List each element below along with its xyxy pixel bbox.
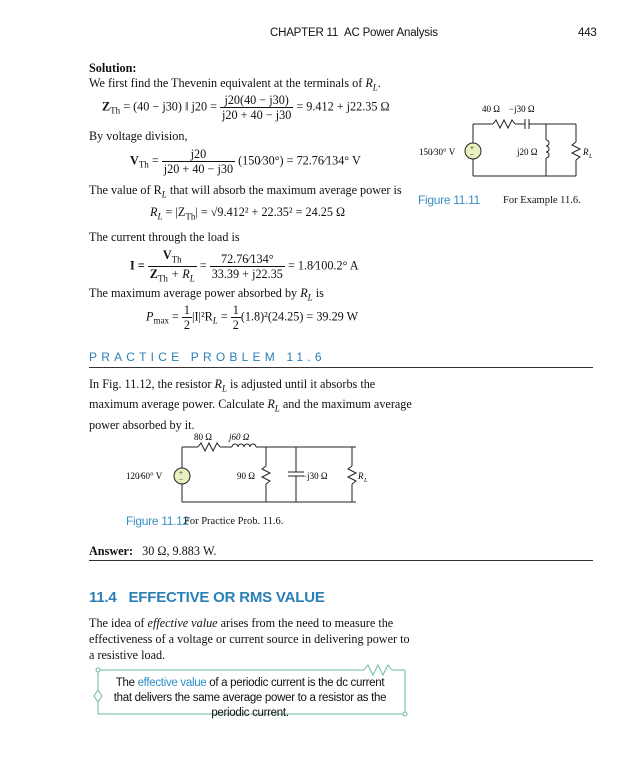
equation-vth: $V_{Th}$ = $\frac{j20}{j20 + 40 - j30}$ (150⁄30°) = 72.76⁄134° V <box>130 147 361 176</box>
svg-text:j60 Ω: j60 Ω <box>229 432 250 442</box>
equation-zth: $Z_{Th} = (40 - j30)$ ‖ j20 = $\frac{j20(40 - j30)}{j20 + 40 - j30}$ = 9.412 + j22.35 Ω <box>102 93 390 122</box>
svg-text:j20 Ω: j20 Ω <box>517 147 538 157</box>
practice-divider <box>89 367 593 368</box>
current-text: The current through the load is <box>89 230 240 244</box>
section-paragraph: The idea of effective value arises from the need to measure the effectiveness of a voltage or current source in delivering power to a resistive load. <box>89 616 410 662</box>
figure-11-12-circuit <box>126 430 386 506</box>
svg-text:−j30 Ω: −j30 Ω <box>302 471 328 481</box>
svg-text:−: − <box>179 476 183 484</box>
section-heading: 11.4 EFFECTIVE OR RMS VALUE <box>89 589 325 606</box>
voltage-division-text: By voltage division, <box>89 129 188 143</box>
figure-11-11-caption: For Example 11.6. <box>503 195 581 206</box>
equation-rl: $R_L = |Z_{Th}| = √9.412^2 + 22.35^2 = 24.25$ Ω <box>150 205 346 222</box>
rl-text: The value of $R_L$ that will absorb the maximum average power is <box>89 183 402 200</box>
svg-text:−: − <box>470 151 474 159</box>
svg-text:120⁄60° V: 120⁄60° V <box>126 471 163 481</box>
svg-text:+: + <box>470 144 474 152</box>
svg-text:L: L <box>589 154 593 160</box>
definition-text: The effective value of a periodic current is the dc current that delivers the same average power to a resistor as the periodic current. <box>113 677 387 719</box>
equation-current: I = $\frac{V_{Th}}{Z_{Th} + R_L}$ = $\frac{72.76⁄134^\circ}{33.39 + j22.35}$ = 1.8⁄100.2° A <box>130 248 359 284</box>
page-number: 443 <box>578 27 597 39</box>
svg-text:−j30 Ω: −j30 Ω <box>509 104 535 114</box>
svg-text:+: + <box>179 469 183 477</box>
practice-answer: Answer: 30 Ω, 9.883 W. <box>89 544 217 558</box>
solution-heading: Solution: <box>89 61 137 75</box>
chapter-label: CHAPTER 11 <box>270 27 339 39</box>
equation-pmax: $P_{max}$ = $\frac{1}{2}$ $|I|^2R_L$ = $\frac{1}{2}$ (1.8)²(24.25) = 39.29 W <box>146 303 359 332</box>
chapter-title: AC Power Analysis <box>344 27 438 39</box>
figure-11-11-circuit <box>418 100 598 182</box>
figure-11-11-label: Figure 11.11 <box>418 193 480 207</box>
figure-11-12-label: Figure 11.12 <box>126 514 189 528</box>
svg-text:90 Ω: 90 Ω <box>237 471 255 481</box>
svg-text:150⁄30° V: 150⁄30° V <box>419 147 456 157</box>
svg-text:40 Ω: 40 Ω <box>482 104 500 114</box>
svg-text:R: R <box>583 147 589 157</box>
svg-text:L: L <box>364 478 368 484</box>
svg-text:R: R <box>358 471 364 481</box>
svg-text:80 Ω: 80 Ω <box>194 432 212 442</box>
power-text: The maximum average power absorbed by $R_L$ is <box>89 286 324 303</box>
solution-intro: We first find the Thevenin equivalent at the terminals of $R_L$. <box>89 76 381 93</box>
answer-divider <box>89 560 593 561</box>
figure-11-12-caption: For Practice Prob. 11.6. <box>184 516 284 527</box>
practice-text: In Fig. 11.12, the resistor $R_L$ is adjusted until it absorbs the maximum average power. Calculate $R_L$ and the maximum average power absorbed by it. <box>89 377 412 432</box>
practice-banner: PRACTICE PROBLEM 11.6 <box>89 350 326 364</box>
